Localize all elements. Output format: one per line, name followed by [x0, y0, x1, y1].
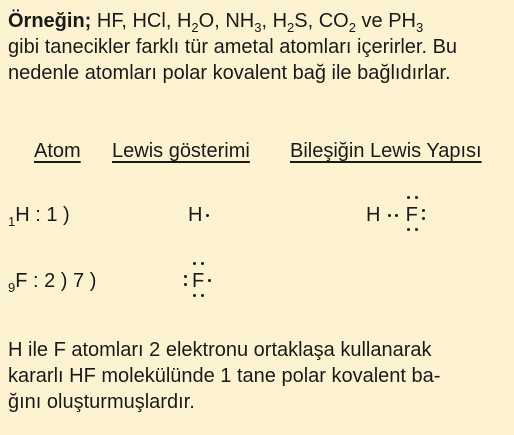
electron-dot: [415, 196, 418, 199]
molecule: $H_2S$: [272, 10, 308, 35]
molecule: HF: [96, 10, 122, 32]
electron-dot: [193, 294, 196, 297]
electron-dot: [184, 275, 187, 278]
example-label: Örneğin;: [8, 10, 92, 32]
outro-line-3: ğını oluşturmuşlardır.: [8, 391, 195, 413]
electron-dot: [193, 262, 196, 265]
intro-line-2: gibi tanecikler farklı tür ametal atomları içerirler. Bu: [8, 36, 458, 58]
molecule: $CO_2$: [318, 10, 356, 35]
intro-line-1: Örneğin; HF, HCl, $H_2O$, $NH_3$, $H_2S$, $CO_2$ ve $PH_3$: [8, 10, 424, 35]
header-compound: Bileşiğin Lewis Yapısı: [290, 140, 482, 162]
molecule: HCl: [132, 10, 166, 32]
lewis-h: H: [188, 202, 202, 228]
outro-line-2: kararlı HF molekülünde 1 tane polar kovalent ba-: [8, 365, 441, 387]
atom-f-config: $_9$F : 2 ) 7 ): [8, 270, 97, 295]
molecule: $H_2O$: [176, 10, 215, 35]
electron-dot: [395, 214, 398, 217]
electron-dot: [201, 294, 204, 297]
molecule: $PH_3$: [388, 10, 424, 35]
outro-line-1: H ile F atomları 2 elektronu ortaklaşa kullanarak: [8, 339, 432, 361]
lewis-structure-hf: H F: [366, 202, 418, 228]
electron-dot: [201, 262, 204, 265]
electron-dot: [208, 279, 211, 282]
electron-dot: [388, 214, 391, 217]
header-atom: Atom: [34, 140, 81, 162]
conclusion-paragraph: [8, 337, 508, 415]
atom-h-config: $_1$H : 1 ): [8, 204, 70, 229]
molecule: $NH_3$: [225, 10, 262, 35]
electron-dot: [422, 209, 425, 212]
intro-line-3: nedenle atomları polar kovalent bağ ile bağlıdırlar.: [8, 62, 451, 84]
conjunction: ve: [361, 10, 383, 32]
shared-electron-pair: [386, 202, 400, 228]
electron-dot: [415, 228, 418, 231]
electron-dot: [407, 228, 410, 231]
electron-dot: [184, 283, 187, 286]
electron-dot: [206, 214, 209, 217]
electron-dot: [422, 217, 425, 220]
electron-dot: [407, 196, 410, 199]
header-lewis: Lewis gösterimi: [112, 140, 250, 162]
lewis-f: F: [192, 268, 204, 294]
intro-paragraph: [8, 8, 508, 86]
